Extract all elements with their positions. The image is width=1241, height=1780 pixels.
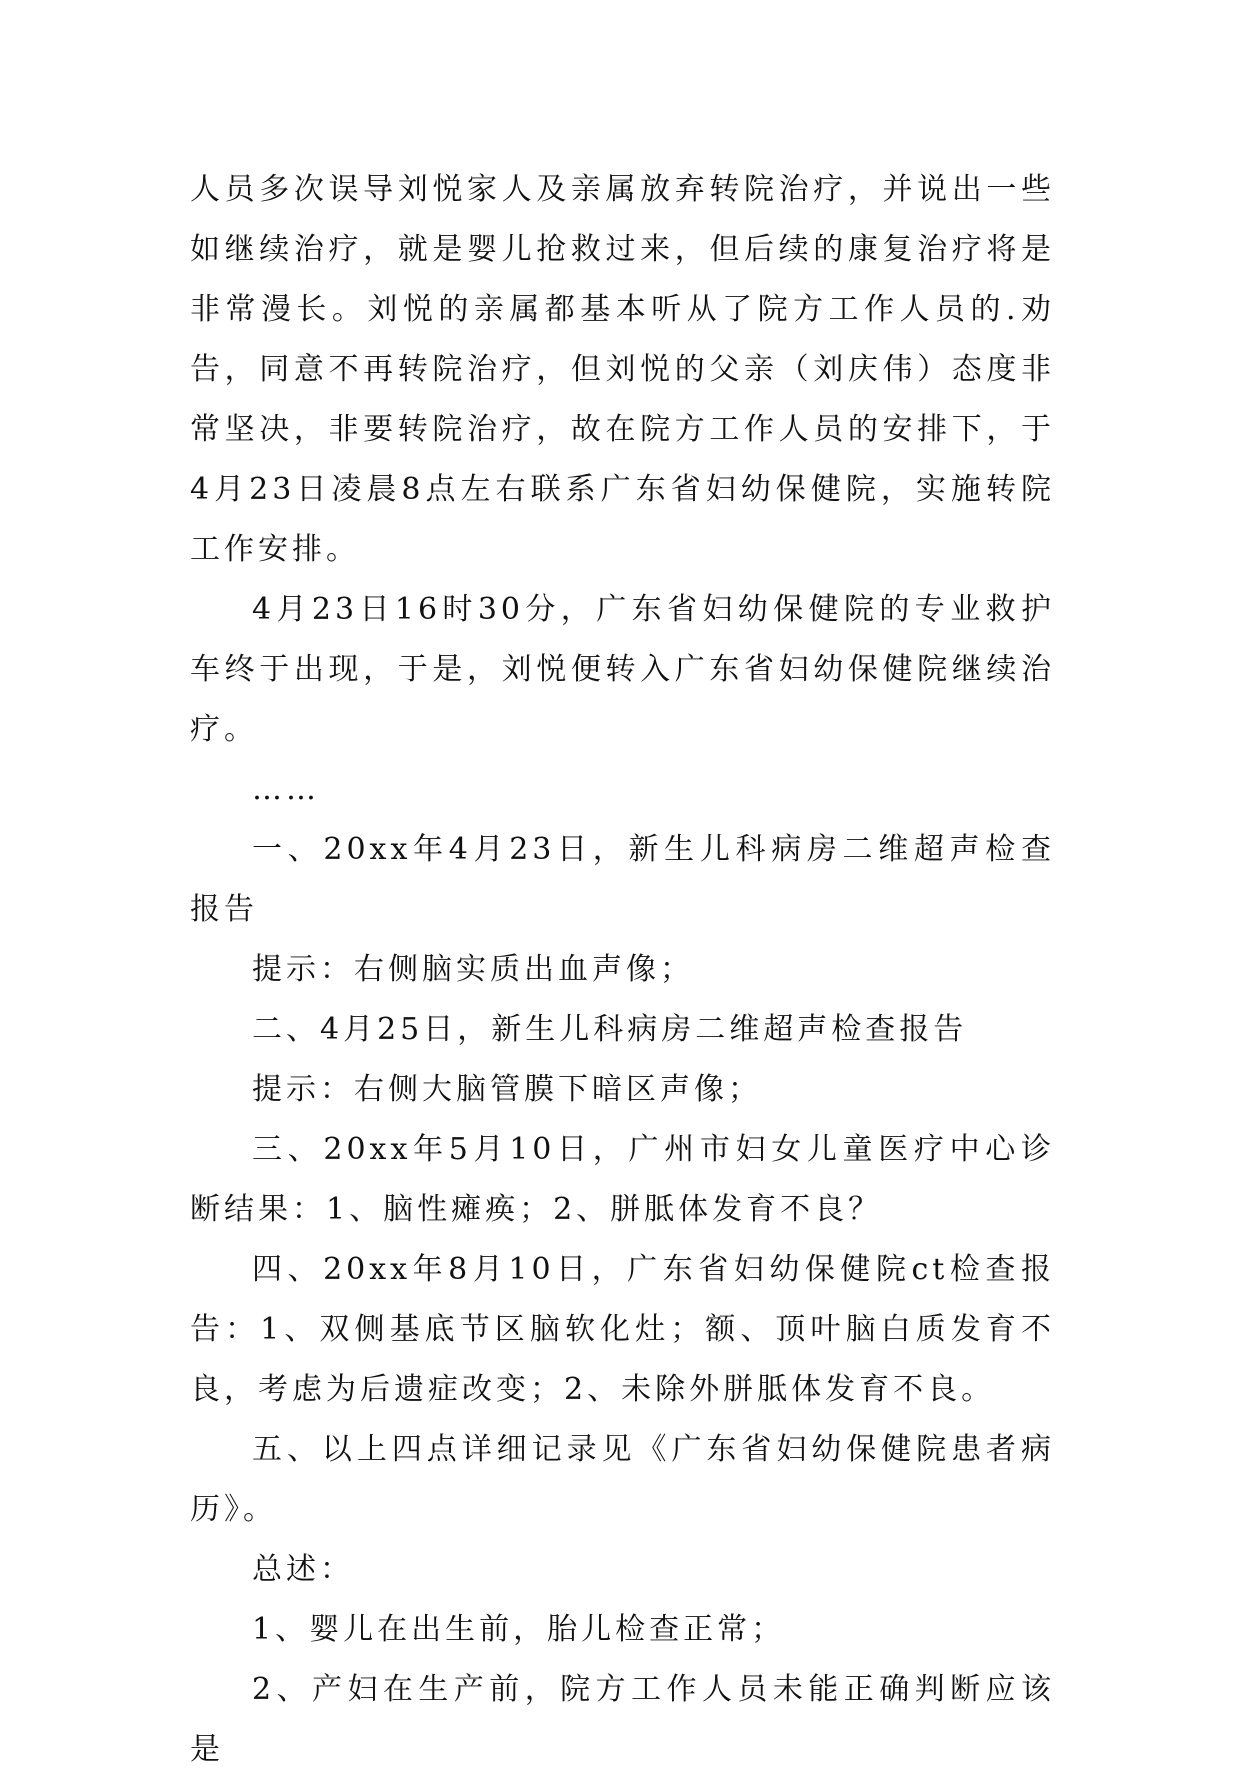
paragraph-10: 五、以上四点详细记录见《广东省妇幼保健院患者病历》。	[190, 1432, 1055, 1527]
paragraph-4: 一、20xx年4月23日，新生儿科病房二维超声检查报告	[190, 832, 1055, 927]
paragraph-9: 四、20xx年8月10日，广东省妇幼保健院ct检查报告：1、双侧基底节区脑软化灶；额、顶叶脑白质发育不良，考虑为后遗症改变；2、未除外胼胝体发育不良。	[190, 1252, 1055, 1407]
paragraph-6: 二、4月25日，新生儿科病房二维超声检查报告	[252, 1012, 968, 1047]
paragraph-13: 2、产妇在生产前，院方工作人员未能正确判断应该是	[190, 1672, 1055, 1767]
paragraph-7: 提示：右侧大脑管膜下暗区声像；	[252, 1072, 762, 1107]
document-body	[190, 160, 1055, 1780]
paragraph-5: 提示：右侧脑实质出血声像；	[252, 952, 694, 987]
paragraph-8: 三、20xx年5月10日，广州市妇女儿童医疗中心诊断结果：1、脑性瘫痪；2、胼胝体发育不良？	[190, 1132, 1055, 1227]
paragraph-3-ellipsis: ……	[252, 772, 320, 807]
paragraph-11-summary-heading: 总述：	[252, 1552, 354, 1587]
paragraph-12: 1、婴儿在出生前，胎儿检查正常；	[252, 1612, 786, 1647]
paragraph-2: 4月23日16时30分，广东省妇幼保健院的专业救护车终于出现，于是，刘悦便转入广东省妇幼保健院继续治疗。	[190, 592, 1055, 747]
paragraph-1: 人员多次误导刘悦家人及亲属放弃转院治疗，并说出一些如继续治疗，就是婴儿抢救过来，但后续的康复治疗将是非常漫长。刘悦的亲属都基本听从了院方工作人员的.劝告，同意不再转院治疗，但刘悦的父亲（刘庆伟）态度非常坚决，非要转院治疗，故在院方工作人员的安排下，于4月23日凌晨8点左右联系广东省妇幼保健院，实施转院工作安排。	[190, 172, 1055, 567]
